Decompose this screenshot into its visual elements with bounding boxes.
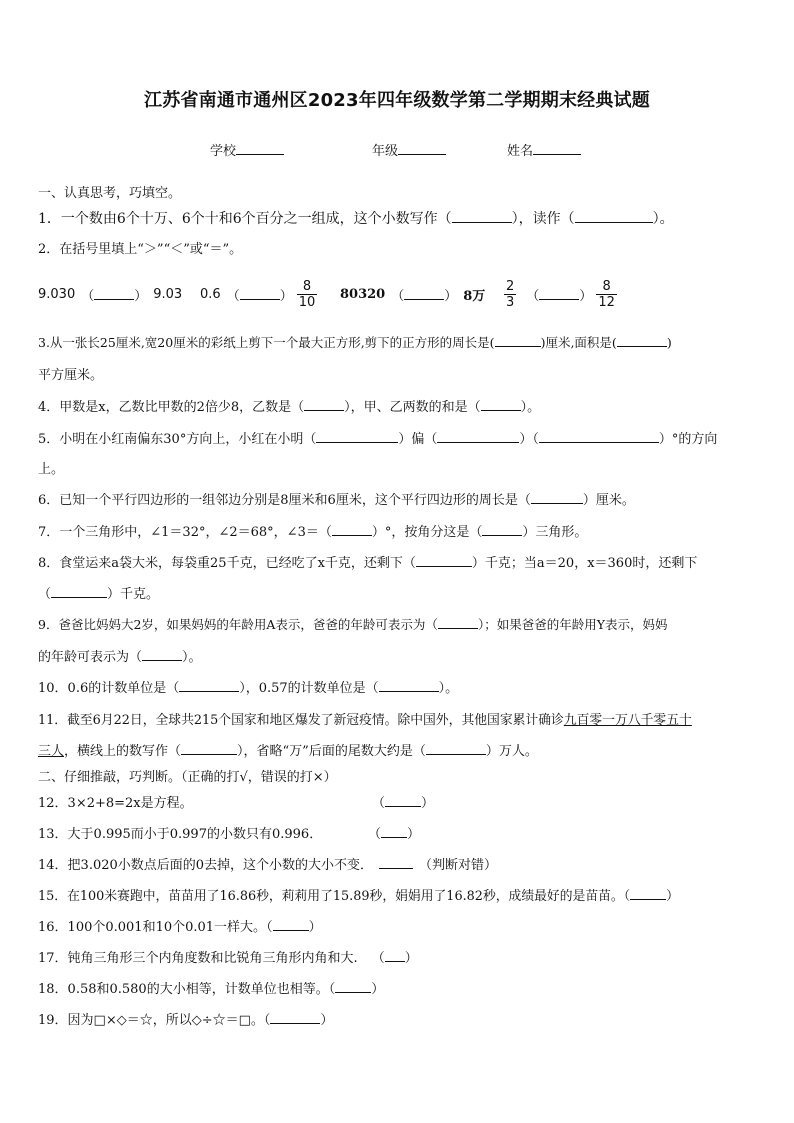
question-8-cont: （ ）千克。 — [38, 587, 160, 602]
fraction-2-3: $\frac{2}{3}$ — [506, 278, 515, 310]
cmp-a-blank[interactable] — [94, 288, 134, 300]
page-title: 江苏省南通市通州区2023年四年级数学第二学期期末经典试题 — [144, 90, 650, 111]
cmp-c-blank[interactable] — [404, 288, 444, 300]
q17-blank[interactable] — [385, 950, 405, 962]
question-5: 5．小明在小红南偏东30°方向上，小红在小明（ ）偏（ ）（ ）°的方向 — [38, 432, 718, 447]
question-12: 12．3×2+8=2x是方程。 （ ） — [38, 792, 193, 811]
q5-blank-2[interactable] — [437, 431, 519, 443]
q16-blank[interactable] — [273, 919, 309, 931]
comparison-row — [38, 274, 758, 314]
q8-blank-2[interactable] — [51, 586, 107, 598]
q8-blank-1[interactable] — [416, 555, 472, 567]
q11-underlined-number: 九百零一万八千零五十 — [563, 713, 692, 728]
q19-blank[interactable] — [270, 1012, 320, 1024]
question-17: 17．钝角三角形三个内角度数和比锐角三角形内角和大. （ ） — [38, 951, 418, 966]
question-3-cont: 平方厘米。 — [38, 368, 104, 383]
q7-blank-2[interactable] — [482, 524, 522, 536]
q10-blank-1[interactable] — [179, 680, 239, 692]
question-11-cont: 三人，横线上的数写作（ ），省略“万”后面的尾数大约是（ ）万人。 — [38, 744, 538, 759]
name-label: 姓名 — [507, 144, 534, 159]
school-blank[interactable] — [236, 143, 284, 155]
q5-blank-1[interactable] — [316, 431, 398, 443]
q7-blank-1[interactable] — [332, 524, 372, 536]
question-8: 8．食堂运来a袋大米，每袋重25千克，已经吃了x千克，还剩下（ ）千克；当a＝20，x＝360时，还剩下 — [38, 556, 698, 571]
q1-blank-1[interactable] — [452, 211, 512, 223]
q11-blank-2[interactable] — [426, 743, 486, 755]
q12-answer: （ ） — [372, 796, 435, 811]
q10-blank-2[interactable] — [379, 680, 439, 692]
q11-blank-1[interactable] — [181, 743, 237, 755]
q18-blank[interactable] — [335, 981, 371, 993]
name-field — [507, 140, 581, 159]
question-1: 1．一个数由6个十万、6个十和6个百分之一组成，这个小数写作（ ），读作（ ）。 — [38, 211, 674, 227]
q4-blank-2[interactable] — [481, 399, 521, 411]
question-9: 9．爸爸比妈妈大2岁，如果妈妈的年龄用A表示，爸爸的年龄可表示为（ ）；如果爸爸的年龄用Y表示，妈妈 — [38, 617, 668, 632]
question-7: 7．一个三角形中，∠1＝32°，∠2＝68°，∠3＝（ ）°，按角分这是（ ）三角形。 — [38, 525, 588, 540]
q1-blank-2[interactable] — [575, 211, 653, 223]
cmp-b-blank[interactable] — [240, 288, 280, 300]
question-18: 18．0.58和0.580的大小相等，计数单位也相等。（ ） — [38, 982, 385, 997]
question-3: 3.从一张长25厘米,宽20厘米的彩纸上剪下一个最大正方形,剪下的正方形的周长是( )厘米,面积是( ) — [38, 335, 672, 350]
name-blank[interactable] — [533, 143, 581, 155]
fraction-8-10: $\frac{8}{10}$ — [298, 278, 316, 310]
q5-blank-3[interactable] — [539, 431, 659, 443]
section2-heading: 二、仔细推敲，巧判断。（正确的打√，错误的打×） — [38, 770, 337, 785]
q13-answer: （ ） — [368, 827, 421, 842]
question-14: 14．把3.020小数点后面的0去掉，这个小数的大小不变． （判断对错） — [38, 858, 498, 873]
question-9-cont: 的年龄可表示为（ ）。 — [38, 650, 202, 665]
q13-blank[interactable] — [381, 826, 407, 838]
fraction-8-12: $\frac{8}{12}$ — [598, 278, 615, 310]
question-11: 11．截至6月22日，全球共215个国家和地区爆发了新冠疫情。除中国外，其他国家累计确诊九百零一万八千零五十 — [38, 713, 692, 728]
cmp-b: 0.6 （ ） $\frac{8}{10}$ — [200, 278, 316, 310]
q9-blank-2[interactable] — [142, 649, 182, 661]
q9-blank-1[interactable] — [438, 617, 478, 629]
cmp-d-blank[interactable] — [539, 288, 579, 300]
question-15: 15．在100米赛跑中，苗苗用了16.86秒，莉莉用了15.89秒，娟娟用了16.82秒，成绩最好的是苗苗。（ ） — [38, 889, 679, 904]
question-2: 2．在括号里填上“＞”“＜”或“＝”。 — [38, 242, 243, 257]
school-field — [210, 140, 284, 159]
grade-blank[interactable] — [398, 143, 446, 155]
q15-blank[interactable] — [630, 888, 666, 900]
school-label: 学校 — [210, 144, 237, 159]
cmp-c: 80320 （ ） 8万 — [340, 286, 486, 304]
question-4: 4．甲数是x，乙数比甲数的2倍少8，乙数是（ ），甲、乙两数的和是（ ）。 — [38, 400, 541, 415]
q4-blank-1[interactable] — [304, 399, 344, 411]
q12-blank[interactable] — [385, 795, 421, 807]
q3-blank-1[interactable] — [495, 335, 541, 347]
question-6: 6．已知一个平行四边形的一组邻边分别是8厘米和6厘米，这个平行四边形的周长是（ ）厘米。 — [38, 493, 635, 508]
question-13: 13．大于0.995而小于0.997的小数只有0.996． （ ） — [38, 823, 322, 842]
q14-blank[interactable] — [379, 857, 413, 869]
grade-label: 年级 — [372, 144, 399, 159]
question-10: 10．0.6的计数单位是（ ），0.57的计数单位是（ ）。 — [38, 681, 459, 696]
section1-heading: 一、认真思考，巧填空。 — [38, 186, 182, 201]
q3-blank-2[interactable] — [617, 335, 667, 347]
cmp-d: $\frac{2}{3}$ （ ） $\frac{8}{12}$ — [506, 278, 615, 310]
question-19: 19．因为□×◇＝☆，所以◇÷☆＝□。（ ） — [38, 1013, 334, 1028]
grade-field — [372, 140, 446, 159]
q6-blank[interactable] — [531, 492, 583, 504]
question-5-cont: 上。 — [38, 462, 65, 477]
question-16: 16．100个0.001和10个0.01一样大。（ ） — [38, 920, 322, 935]
cmp-a: 9.030 （ ） 9.03 — [38, 286, 183, 304]
